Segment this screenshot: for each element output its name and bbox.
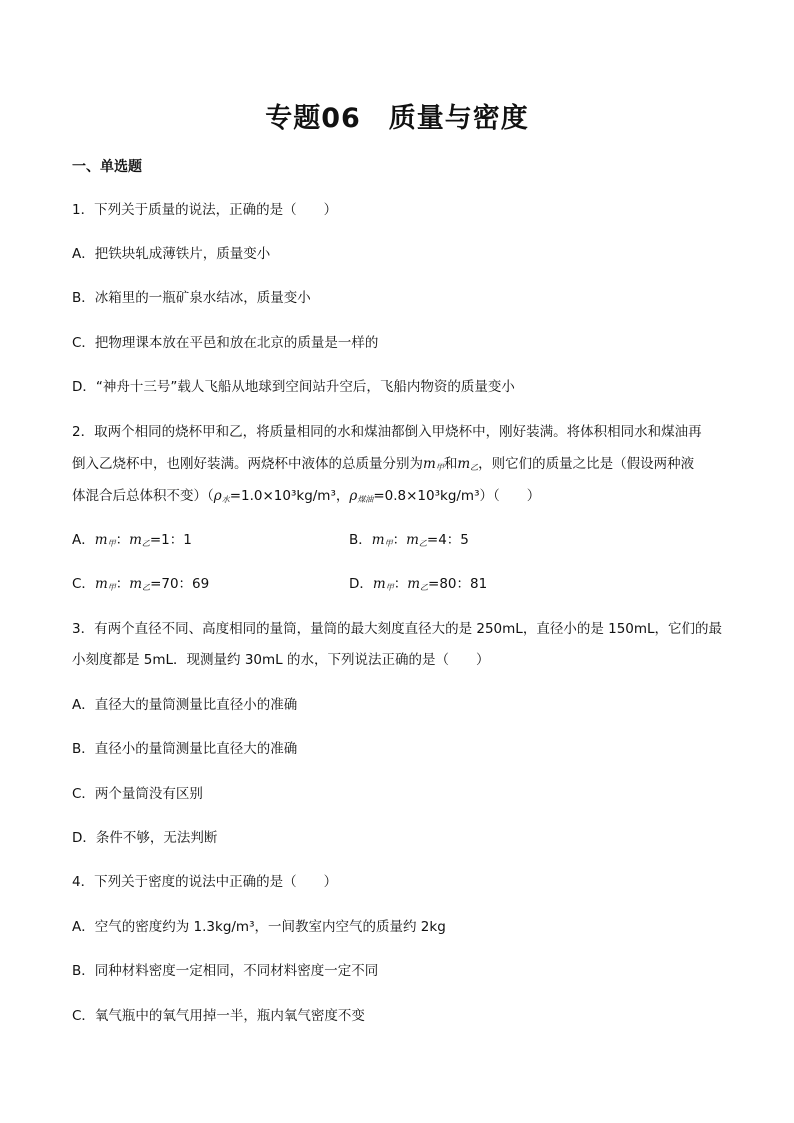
question-2-option-a: A．$m_甲$：$m_乙=1$：1 <box>72 532 192 548</box>
question-1-option-a: A．把铁块轧成薄铁片，质量变小 <box>72 246 271 262</box>
question-1-option-c: C．把物理课本放在平邑和放在北京的质量是一样的 <box>72 335 379 351</box>
question-2-line-2: 倒入乙烧杯中，也刚好装满。两烧杯中液体的总质量分别为$m_甲$和$m_乙$，则它们的质量之比是（假设两种液 <box>72 456 695 472</box>
section-heading: 一、单选题 <box>72 159 142 175</box>
question-4-option-a: A．空气的密度约为 1.3kg/m³，一间教室内空气的质量约 2kg <box>72 919 446 935</box>
question-2-option-d: D．$m_甲$：$m_乙=80$：81 <box>349 576 488 592</box>
question-4-option-c: C．氧气瓶中的氧气用掉一半，瓶内氧气密度不变 <box>72 1008 365 1024</box>
question-1-stem: 1．下列关于质量的说法，正确的是（ ） <box>72 202 338 218</box>
question-1-option-d: D．“神舟十三号”载人飞船从地球到空间站升空后，飞船内物资的质量变小 <box>72 379 515 395</box>
question-3-option-a: A．直径大的量筒测量比直径小的准确 <box>72 697 298 713</box>
page-title: 专题06 质量与密度 <box>265 103 529 134</box>
question-3-option-d: D．条件不够，无法判断 <box>72 830 218 846</box>
question-1-option-b: B．冰箱里的一瓶矿泉水结冰，质量变小 <box>72 290 311 306</box>
question-3-line-2: 小刻度都是 5mL．现测量约 30mL 的水，下列说法正确的是（ ） <box>72 652 490 668</box>
question-2-option-b: B．$m_甲$：$m_乙=4$：5 <box>349 532 469 548</box>
question-2-option-c: C．$m_甲$：$m_乙=70$：69 <box>72 576 210 592</box>
question-2-line-1: 2．取两个相同的烧杯甲和乙，将质量相同的水和煤油都倒入甲烧杯中，刚好装满。将体积相同水和煤油再 <box>72 424 702 440</box>
question-3-option-c: C．两个量筒没有区别 <box>72 786 203 802</box>
question-3-line-1: 3．有两个直径不同、高度相同的量筒，量筒的最大刻度直径大的是 250mL，直径小的是 150mL，它们的最 <box>72 621 723 637</box>
question-4-stem: 4．下列关于密度的说法中正确的是（ ） <box>72 874 338 890</box>
question-4-option-b: B．同种材料密度一定相同，不同材料密度一定不同 <box>72 963 379 979</box>
question-2-line-3: 体混合后总体积不变）（$\rho_水=1.0\times 10^3kg/m^3$，$\rho_{煤油}=0.8\times 10^3kg/m^3$）（ ） <box>72 488 541 504</box>
question-3-option-b: B．直径小的量筒测量比直径大的准确 <box>72 741 298 757</box>
